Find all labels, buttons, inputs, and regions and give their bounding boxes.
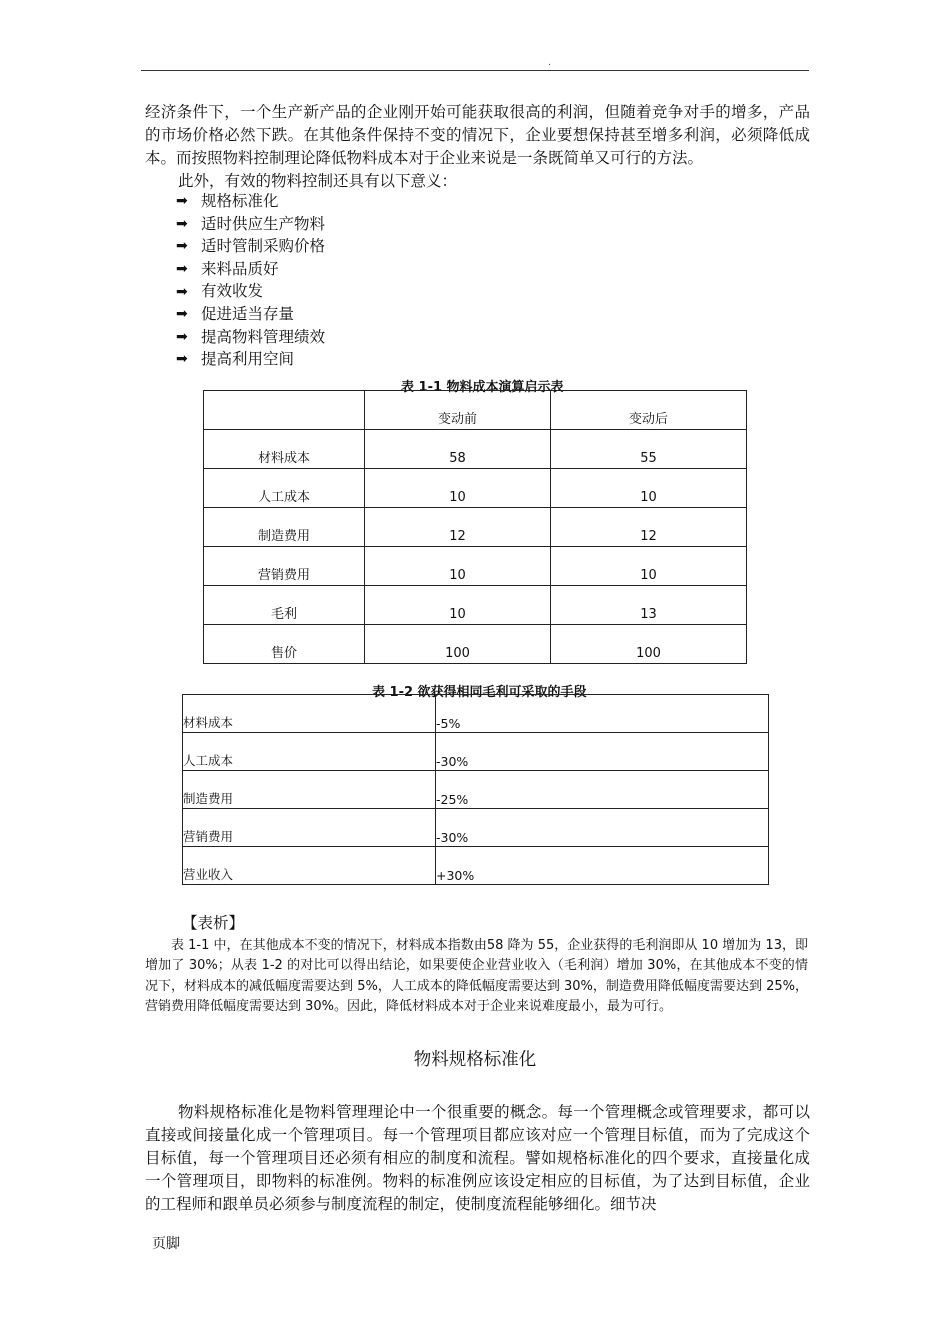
arrow-right-icon: ➡ <box>176 215 188 232</box>
table-cell: 营业收入 <box>183 847 436 885</box>
table-cell: 10 <box>365 547 551 586</box>
table-cell: 制造费用 <box>204 508 365 547</box>
table-row <box>204 625 747 664</box>
arrow-right-icon: ➡ <box>176 238 188 255</box>
table-cell: 100 <box>365 625 551 664</box>
table-row <box>204 469 747 508</box>
arrow-right-icon: ➡ <box>176 328 188 345</box>
intro-line: 此外，有效的物料控制还具有以下意义： <box>178 172 458 190</box>
table-row <box>183 771 769 809</box>
table-cell: 10 <box>365 586 551 625</box>
table-cell: 制造费用 <box>183 771 436 809</box>
table-cell: 100 <box>551 625 747 664</box>
table-row <box>204 430 747 469</box>
table-header-cell: 变动后 <box>551 391 747 430</box>
bullet-item <box>176 235 325 258</box>
bullet-text: 有效收发 <box>201 282 264 301</box>
arrow-right-icon: ➡ <box>176 306 188 323</box>
table-cell: 人工成本 <box>183 733 436 771</box>
analysis-heading: 【表析】 <box>182 914 245 932</box>
bullet-text: 提高利用空间 <box>201 350 295 369</box>
page-footer: 页脚 <box>152 1236 180 1252</box>
bullet-item <box>176 303 325 326</box>
table1-caption: 表 1-1 物料成本演算启示表 <box>401 380 564 395</box>
paragraph-standardization: 物料规格标准化是物料管理理论中一个很重要的概念。每一个管理概念或管理要求，都可以直接或间接量化成一个管理项目。每一个管理项目都应该对应一个管理目标值，而为了完成这个目标值，每一个管理项目还必须有相应的制度和流程。譬如规格标准化的四个要求，直接量化成一个管理项目，即物料的标准例。物料的标准例应该设定相应的目标值，为了达到目标值，企业的工程师和跟单员必须参与制度流程的制定，使制度流程能够细化。细节决 <box>145 1103 810 1213</box>
table-header-cell <box>204 391 365 430</box>
arrow-right-icon: ➡ <box>176 193 188 210</box>
table-row <box>183 733 769 771</box>
bullet-item <box>176 258 325 281</box>
table-row <box>204 547 747 586</box>
bullet-list <box>176 190 325 371</box>
table-cell: 13 <box>551 586 747 625</box>
means-table <box>182 694 769 885</box>
paragraph-intro: 经济条件下，一个生产新产品的企业刚开始可能获取很高的利润，但随着竞争对手的增多，产品的市场价格必然下跌。在其他条件保持不变的情况下，企业要想保持甚至增多利润，必须降低成本。而按照物料控制理论降低物料成本对于企业来说是一条既简单又可行的方法。 <box>145 103 810 167</box>
table-cell: +30% <box>436 847 769 885</box>
analysis-text: 表 1-1 中，在其他成本不变的情况下，材料成本指数由58 降为 55，企业获得的毛利润即从 10 增加为 13，即增加了 30%；从表 1-2 的对比可以得出结论，如果要使企业营业收入（毛利润）增加 30%，在其他成本不变的情况下，材料成本的减低幅度需要达到 5%，人工成本的降低幅度需要达到 30%，制造费用降低幅度需要达到 25%，营销费用降低幅度需要达到 30%。因此，降低材料成本对于企业来说难度最小，最为可行。 <box>145 938 808 1014</box>
table-row <box>204 508 747 547</box>
bullet-text: 适时管制采购价格 <box>201 237 326 256</box>
bullet-item <box>176 326 325 349</box>
section-title: 物料规格标准化 <box>413 1050 537 1070</box>
table-cell: 毛利 <box>204 586 365 625</box>
arrow-right-icon: ➡ <box>176 283 188 300</box>
table-cell: -5% <box>436 695 769 733</box>
table-cell: 10 <box>365 469 551 508</box>
bullet-item <box>176 348 325 371</box>
bullet-item <box>176 190 325 213</box>
header-rule <box>141 70 809 71</box>
table-cell: -30% <box>436 733 769 771</box>
cost-table <box>203 390 747 664</box>
header-dot: . <box>548 58 551 68</box>
table-row <box>183 695 769 733</box>
table-header-row <box>204 391 747 430</box>
table-cell: 12 <box>365 508 551 547</box>
table-cell: 营销费用 <box>204 547 365 586</box>
bullet-text: 提高物料管理绩效 <box>201 327 326 346</box>
table-row <box>183 809 769 847</box>
table-cell: 材料成本 <box>183 695 436 733</box>
table-cell: 售价 <box>204 625 365 664</box>
table-cell: 10 <box>551 547 747 586</box>
bullet-text: 来料品质好 <box>201 259 279 278</box>
bullet-text: 促进适当存量 <box>201 304 295 323</box>
table-cell: 营销费用 <box>183 809 436 847</box>
table-cell: 材料成本 <box>204 430 365 469</box>
arrow-right-icon: ➡ <box>176 351 188 368</box>
table2-caption: 表 1-2 欲获得相同毛利可采取的手段 <box>372 685 587 700</box>
bullet-item <box>176 280 325 303</box>
table-row <box>204 586 747 625</box>
bullet-text: 规格标准化 <box>201 192 279 210</box>
bullet-text: 适时供应生产物料 <box>201 214 326 233</box>
table-cell: 55 <box>551 430 747 469</box>
table-cell: 12 <box>551 508 747 547</box>
table-header-cell: 变动前 <box>365 391 551 430</box>
table-cell: 人工成本 <box>204 469 365 508</box>
table-cell: -25% <box>436 771 769 809</box>
table-cell: 58 <box>365 430 551 469</box>
table-cell: -30% <box>436 809 769 847</box>
table-row <box>183 847 769 885</box>
bullet-item <box>176 213 325 236</box>
table-cell: 10 <box>551 469 747 508</box>
arrow-right-icon: ➡ <box>176 261 188 278</box>
